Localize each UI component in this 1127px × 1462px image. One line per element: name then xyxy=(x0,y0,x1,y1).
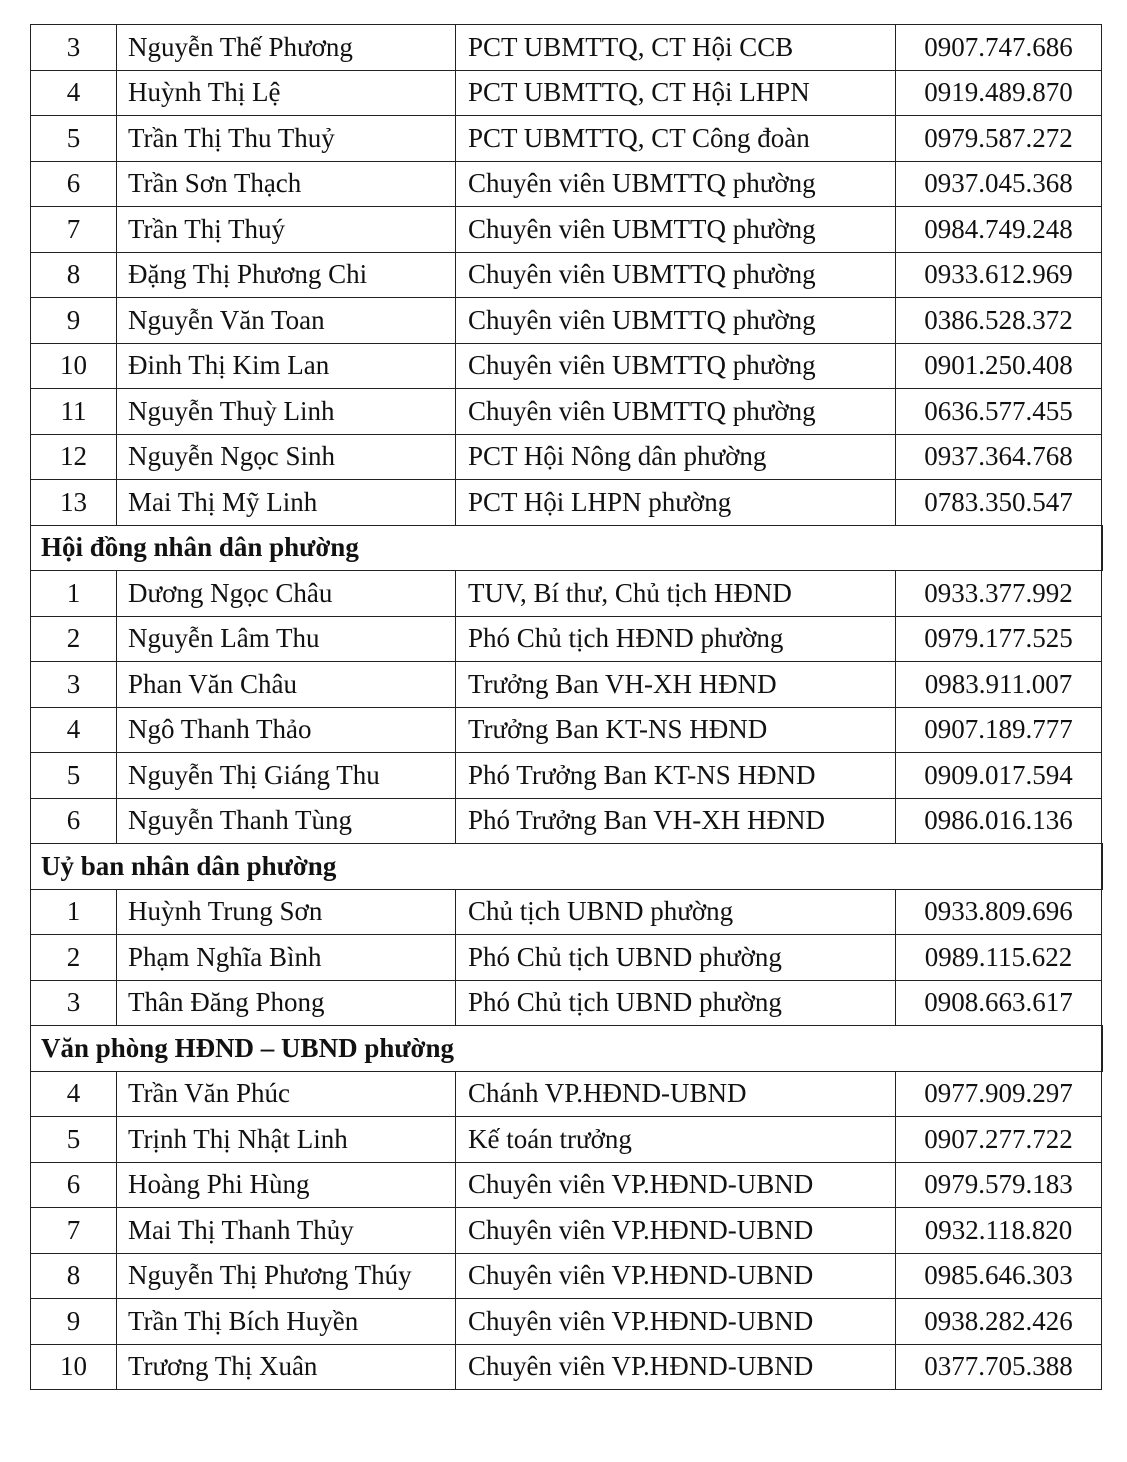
person-position: Trưởng Ban KT-NS HĐND xyxy=(456,707,896,753)
table-row xyxy=(31,70,1102,116)
person-name: Nguyễn Thế Phương xyxy=(117,25,456,71)
phone-number: 0386.528.372 xyxy=(896,298,1102,344)
person-name: Phan Văn Châu xyxy=(117,662,456,708)
table-row xyxy=(31,616,1102,662)
person-name: Trần Thị Bích Huyền xyxy=(117,1299,456,1345)
row-number: 7 xyxy=(31,1208,117,1254)
contact-directory xyxy=(30,24,1101,1390)
phone-number: 0909.017.594 xyxy=(896,753,1102,799)
table-row xyxy=(31,389,1102,435)
row-number: 12 xyxy=(31,434,117,480)
person-position: Chuyên viên UBMTTQ phường xyxy=(456,298,896,344)
row-number: 10 xyxy=(31,343,117,389)
row-number: 4 xyxy=(31,70,117,116)
contact-table xyxy=(30,24,1103,1390)
row-number: 3 xyxy=(31,980,117,1026)
person-position: Chuyên viên UBMTTQ phường xyxy=(456,343,896,389)
person-name: Huỳnh Thị Lệ xyxy=(117,70,456,116)
table-row xyxy=(31,707,1102,753)
row-number: 2 xyxy=(31,616,117,662)
person-name: Nguyễn Văn Toan xyxy=(117,298,456,344)
row-number: 3 xyxy=(31,662,117,708)
row-number: 9 xyxy=(31,1299,117,1345)
table-row xyxy=(31,571,1102,617)
table-row xyxy=(31,1117,1102,1163)
person-position: Phó Chủ tịch UBND phường xyxy=(456,935,896,981)
person-position: Chuyên viên VP.HĐND-UBND xyxy=(456,1162,896,1208)
person-position: PCT Hội LHPN phường xyxy=(456,480,896,526)
row-number: 6 xyxy=(31,1162,117,1208)
person-position: PCT UBMTTQ, CT Hội LHPN xyxy=(456,70,896,116)
row-number: 4 xyxy=(31,1071,117,1117)
phone-number: 0979.579.183 xyxy=(896,1162,1102,1208)
person-name: Đặng Thị Phương Chi xyxy=(117,252,456,298)
phone-number: 0932.118.820 xyxy=(896,1208,1102,1254)
phone-number: 0907.747.686 xyxy=(896,25,1102,71)
phone-number: 0979.177.525 xyxy=(896,616,1102,662)
row-number: 7 xyxy=(31,207,117,253)
table-row xyxy=(31,434,1102,480)
person-name: Trịnh Thị Nhật Linh xyxy=(117,1117,456,1163)
table-row xyxy=(31,25,1102,71)
phone-number: 0937.364.768 xyxy=(896,434,1102,480)
phone-number: 0937.045.368 xyxy=(896,161,1102,207)
phone-number: 0636.577.455 xyxy=(896,389,1102,435)
table-row xyxy=(31,298,1102,344)
table-row xyxy=(31,252,1102,298)
table-row xyxy=(31,1208,1102,1254)
table-row xyxy=(31,935,1102,981)
person-name: Nguyễn Thuỳ Linh xyxy=(117,389,456,435)
table-row xyxy=(31,753,1102,799)
table-row xyxy=(31,116,1102,162)
person-name: Nguyễn Lâm Thu xyxy=(117,616,456,662)
table-row xyxy=(31,1344,1102,1390)
table-row xyxy=(31,1162,1102,1208)
row-number: 1 xyxy=(31,889,117,935)
table-row xyxy=(31,798,1102,844)
row-number: 10 xyxy=(31,1344,117,1390)
row-number: 8 xyxy=(31,1253,117,1299)
table-row xyxy=(31,207,1102,253)
phone-number: 0907.277.722 xyxy=(896,1117,1102,1163)
person-name: Thân Đăng Phong xyxy=(117,980,456,1026)
person-name: Đinh Thị Kim Lan xyxy=(117,343,456,389)
phone-number: 0933.809.696 xyxy=(896,889,1102,935)
person-position: Chuyên viên UBMTTQ phường xyxy=(456,252,896,298)
person-position: TUV, Bí thư, Chủ tịch HĐND xyxy=(456,571,896,617)
section-header-row xyxy=(31,844,1102,890)
person-position: Chuyên viên UBMTTQ phường xyxy=(456,389,896,435)
section-title: Uỷ ban nhân dân phường xyxy=(31,844,1102,890)
phone-number: 0901.250.408 xyxy=(896,343,1102,389)
table-row xyxy=(31,1071,1102,1117)
table-row xyxy=(31,662,1102,708)
person-position: Chủ tịch UBND phường xyxy=(456,889,896,935)
person-name: Phạm Nghĩa Bình xyxy=(117,935,456,981)
table-row xyxy=(31,1299,1102,1345)
person-position: Kế toán trưởng xyxy=(456,1117,896,1163)
person-name: Mai Thị Thanh Thủy xyxy=(117,1208,456,1254)
section-title: Hội đồng nhân dân phường xyxy=(31,525,1102,571)
section-title: Văn phòng HĐND – UBND phường xyxy=(31,1026,1102,1072)
table-row xyxy=(31,889,1102,935)
row-number: 13 xyxy=(31,480,117,526)
table-row xyxy=(31,343,1102,389)
person-position: Phó Trưởng Ban KT-NS HĐND xyxy=(456,753,896,799)
row-number: 6 xyxy=(31,798,117,844)
row-number: 11 xyxy=(31,389,117,435)
table-row xyxy=(31,480,1102,526)
person-name: Dương Ngọc Châu xyxy=(117,571,456,617)
phone-number: 0919.489.870 xyxy=(896,70,1102,116)
row-number: 1 xyxy=(31,571,117,617)
person-name: Trần Thị Thu Thuỷ xyxy=(117,116,456,162)
row-number: 9 xyxy=(31,298,117,344)
person-name: Hoàng Phi Hùng xyxy=(117,1162,456,1208)
phone-number: 0979.587.272 xyxy=(896,116,1102,162)
table-row xyxy=(31,1253,1102,1299)
person-name: Nguyễn Thị Phương Thúy xyxy=(117,1253,456,1299)
phone-number: 0933.612.969 xyxy=(896,252,1102,298)
person-name: Trần Văn Phúc xyxy=(117,1071,456,1117)
row-number: 4 xyxy=(31,707,117,753)
person-name: Trần Sơn Thạch xyxy=(117,161,456,207)
person-position: Chuyên viên VP.HĐND-UBND xyxy=(456,1208,896,1254)
person-name: Trần Thị Thuý xyxy=(117,207,456,253)
person-name: Nguyễn Thanh Tùng xyxy=(117,798,456,844)
phone-number: 0985.646.303 xyxy=(896,1253,1102,1299)
phone-number: 0908.663.617 xyxy=(896,980,1102,1026)
person-name: Huỳnh Trung Sơn xyxy=(117,889,456,935)
person-position: PCT UBMTTQ, CT Hội CCB xyxy=(456,25,896,71)
phone-number: 0938.282.426 xyxy=(896,1299,1102,1345)
section-header-row xyxy=(31,525,1102,571)
table-row xyxy=(31,161,1102,207)
phone-number: 0933.377.992 xyxy=(896,571,1102,617)
row-number: 5 xyxy=(31,116,117,162)
phone-number: 0989.115.622 xyxy=(896,935,1102,981)
person-position: Phó Trưởng Ban VH-XH HĐND xyxy=(456,798,896,844)
phone-number: 0783.350.547 xyxy=(896,480,1102,526)
row-number: 5 xyxy=(31,1117,117,1163)
person-position: Trưởng Ban VH-XH HĐND xyxy=(456,662,896,708)
person-position: PCT Hội Nông dân phường xyxy=(456,434,896,480)
phone-number: 0907.189.777 xyxy=(896,707,1102,753)
row-number: 2 xyxy=(31,935,117,981)
person-name: Nguyễn Thị Giáng Thu xyxy=(117,753,456,799)
table-row xyxy=(31,980,1102,1026)
person-position: Phó Chủ tịch UBND phường xyxy=(456,980,896,1026)
row-number: 5 xyxy=(31,753,117,799)
phone-number: 0986.016.136 xyxy=(896,798,1102,844)
person-position: Chuyên viên VP.HĐND-UBND xyxy=(456,1299,896,1345)
person-position: Chuyên viên VP.HĐND-UBND xyxy=(456,1253,896,1299)
person-position: Chuyên viên UBMTTQ phường xyxy=(456,161,896,207)
section-header-row xyxy=(31,1026,1102,1072)
person-name: Mai Thị Mỹ Linh xyxy=(117,480,456,526)
person-name: Nguyễn Ngọc Sinh xyxy=(117,434,456,480)
row-number: 3 xyxy=(31,25,117,71)
person-position: Chánh VP.HĐND-UBND xyxy=(456,1071,896,1117)
person-position: Chuyên viên UBMTTQ phường xyxy=(456,207,896,253)
person-position: PCT UBMTTQ, CT Công đoàn xyxy=(456,116,896,162)
row-number: 8 xyxy=(31,252,117,298)
person-position: Chuyên viên VP.HĐND-UBND xyxy=(456,1344,896,1390)
phone-number: 0984.749.248 xyxy=(896,207,1102,253)
phone-number: 0983.911.007 xyxy=(896,662,1102,708)
phone-number: 0977.909.297 xyxy=(896,1071,1102,1117)
phone-number: 0377.705.388 xyxy=(896,1344,1102,1390)
person-name: Trương Thị Xuân xyxy=(117,1344,456,1390)
person-name: Ngô Thanh Thảo xyxy=(117,707,456,753)
person-position: Phó Chủ tịch HĐND phường xyxy=(456,616,896,662)
row-number: 6 xyxy=(31,161,117,207)
